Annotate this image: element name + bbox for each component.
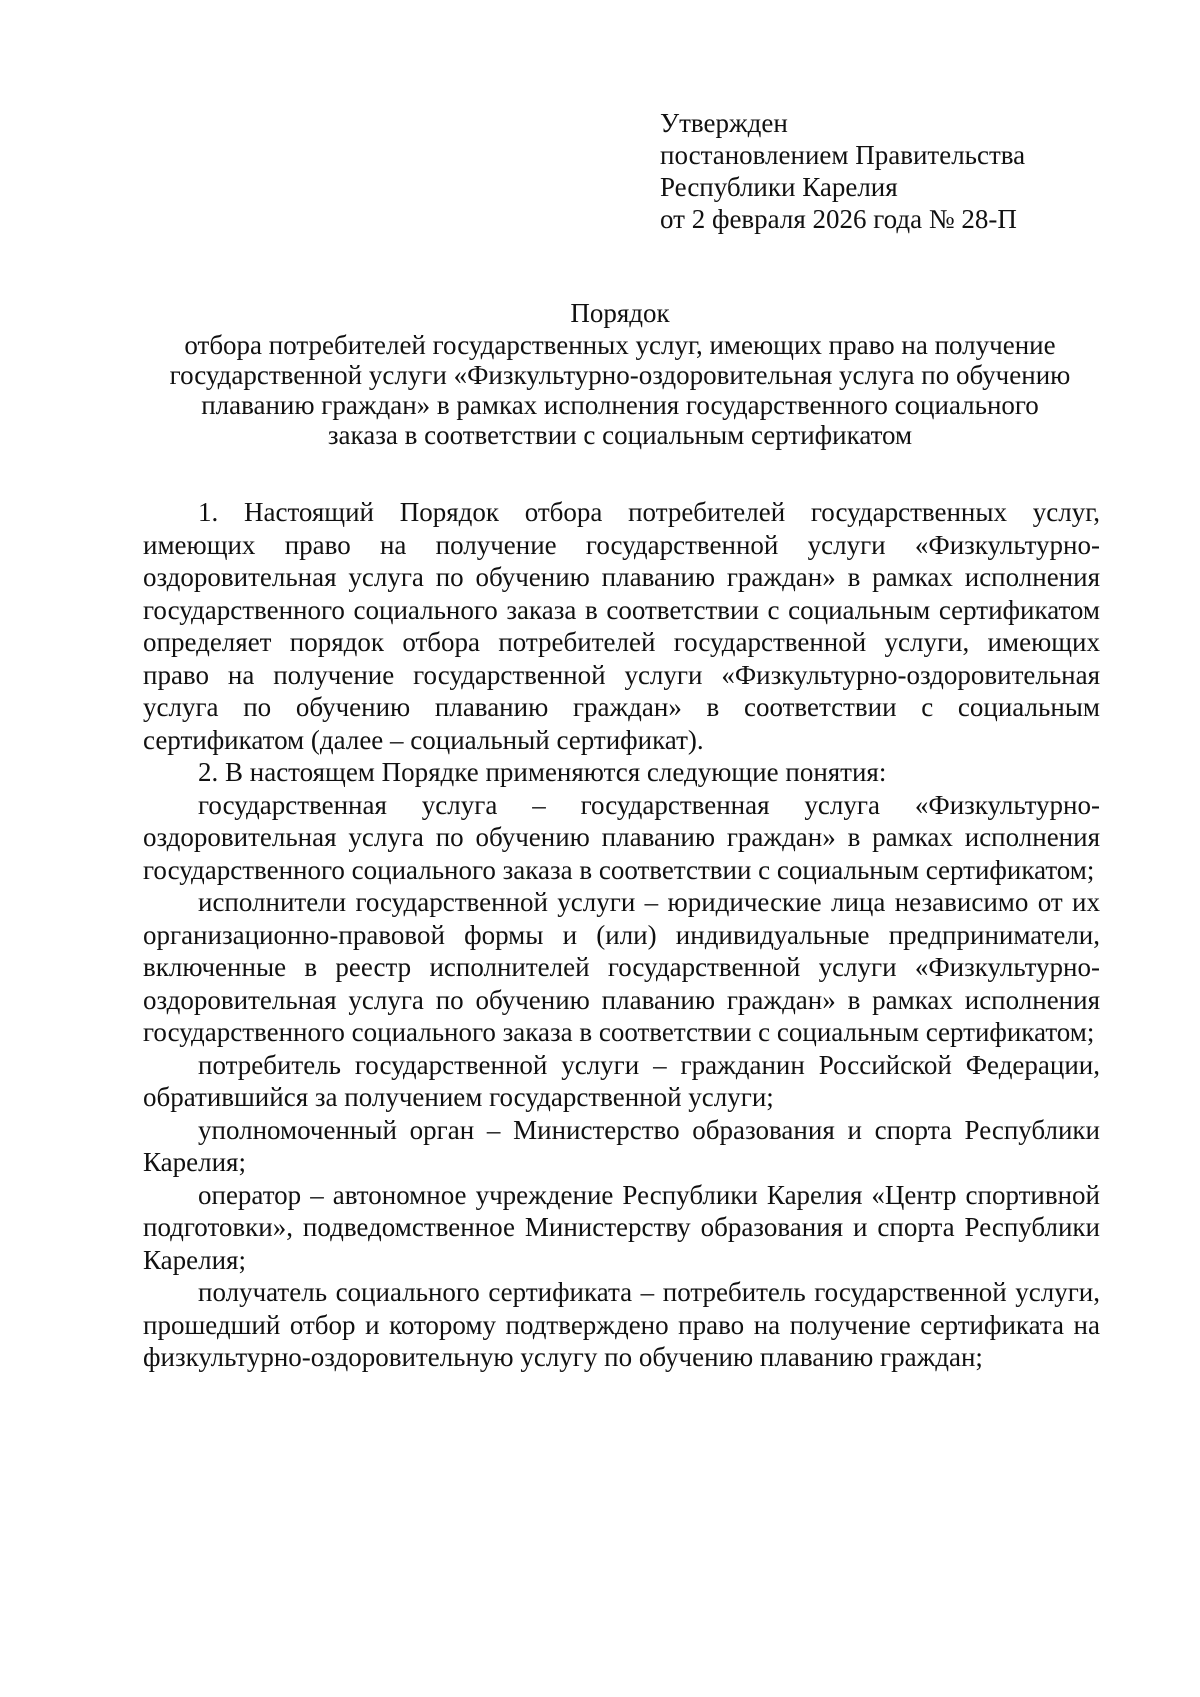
definition-state-service: государственная услуга – государственная услуга «Физкультурно-оздоровительная услуга по обучению плаванию граждан» в рамках исполнения государственного социального заказа в соответствии с социальным сертификатом; [143,789,1100,885]
definition-service-providers: исполнители государственной услуги – юридические лица независимо от их организационно-правовой формы и (или) индивидуальные предприниматели, включенные в реестр исполнителей государственной услуги «Физкультурно-оздоровительная услуга по обучению плаванию граждан» в рамках исполнения государственного социального заказа в соответствии с социальным сертификатом; [143,887,1100,1047]
document-title-block [140,298,1100,450]
document-subtitle-line: плаванию граждан» в рамках исполнения государственного социального [201,390,1039,420]
paragraph-section-2: 2. В настоящем Порядке применяются следующие понятия: [198,757,887,787]
definition-certificate-recipient: получатель социального сертификата – потребитель государственной услуги, прошедший отбор и которому подтверждено право на получение сертификата на физкультурно-оздоровительную услугу по обучению плаванию граждан; [143,1277,1100,1372]
approval-line-resolution: постановлением Правительства [660,140,1026,170]
paragraph-section-1: 1. Настоящий Порядок отбора потребителей государственных услуг, имеющих право на получение государственной услуги «Физкультурно-оздоровительная услуга по обучению плаванию граждан» в рамках исполнения государственного социального заказа в соответствии с социальным сертификатом определяет порядок отбора потребителей государственной услуги, имеющих право на получение государственной услуги «Физкультурно-оздоровительная услуга по обучению плаванию граждан» в соответствии с социальным сертификатом (далее – социальный сертификат). [143,497,1100,755]
definition-operator: оператор – автономное учреждение Республики Карелия «Центр спортивной подготовки», подведомственное Министерству образования и спорта Республики Карелия; [143,1179,1100,1275]
approval-line-approved: Утвержден [660,108,788,138]
document-body [143,496,1100,1374]
document-title: Порядок [570,298,670,328]
definition-authorized-body: уполномоченный орган – Министерство образования и спорта Республики Карелия; [143,1114,1100,1177]
document-subtitle-line: заказа в соответствии с социальным сертификатом [327,420,913,450]
approval-line-date-number: от 2 февраля 2026 года № 28-П [660,204,1017,234]
approval-stamp-block [660,107,1180,235]
approval-line-republic: Республики Карелия [660,172,898,202]
document-subtitle-line: государственной услуги «Физкультурно-оздоровительная услуга по обучению [169,360,1071,390]
definition-service-consumer: потребитель государственной услуги – гражданин Российской Федерации, обратившийся за получением государственной услуги; [143,1049,1100,1112]
document-subtitle-line: отбора потребителей государственных услуг, имеющих право на получение [184,330,1056,360]
